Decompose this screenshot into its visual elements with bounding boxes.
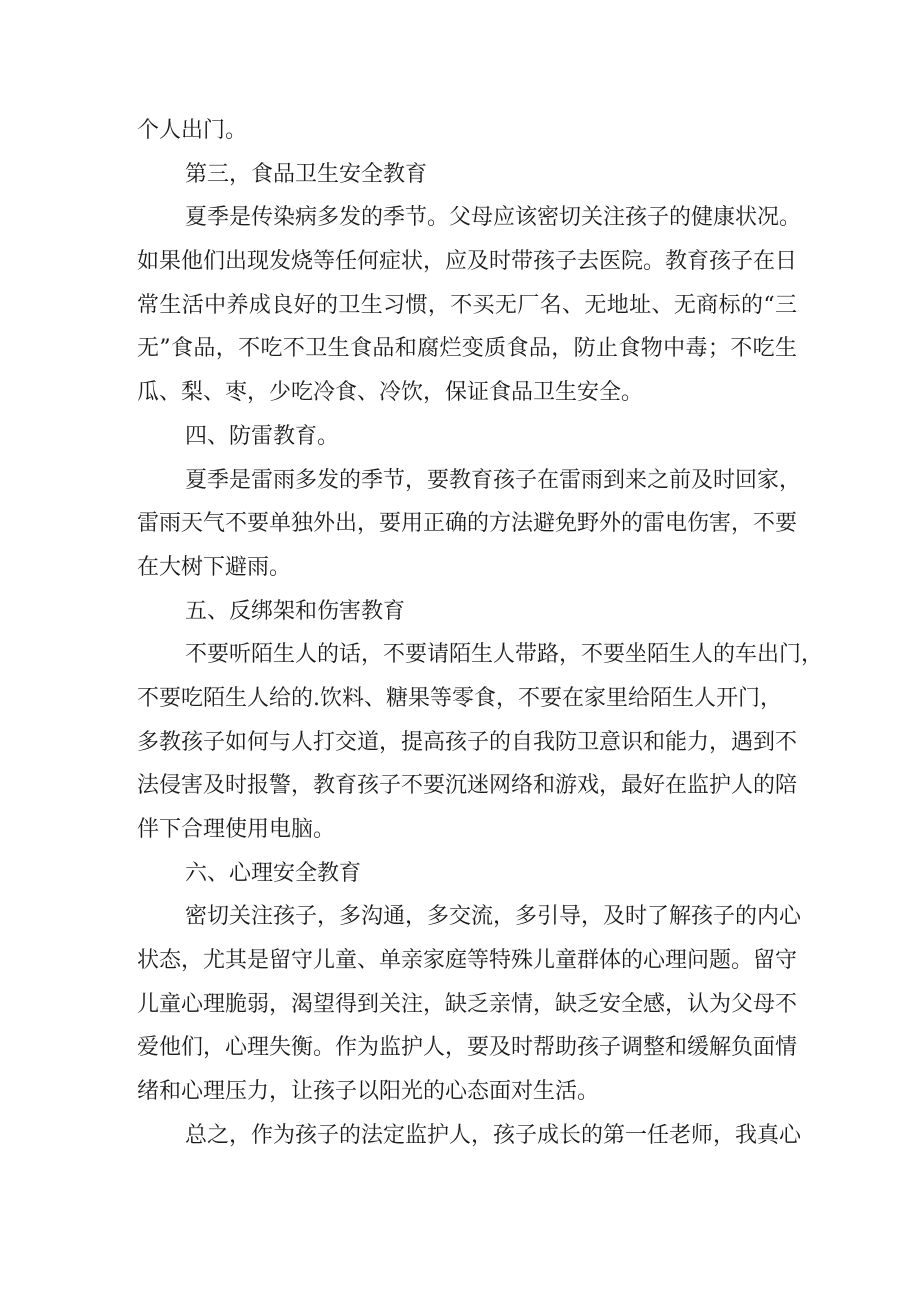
text-line: 伴下合理使用电脑。	[137, 817, 336, 842]
text-line: 不要吃陌生人给的.饮料、糖果等零食，不要在家里给陌生人开门，	[137, 685, 782, 711]
text-line: 瓜、梨、枣，少吃冷食、冷饮，保证食品卫生安全。	[137, 380, 644, 406]
text-line: 状态，尤其是留守儿童、单亲家庭等特殊儿童群体的心理问题。留守	[137, 948, 798, 974]
text-line: 个人出门。	[137, 118, 248, 143]
text-line: 在大树下避雨。	[137, 554, 292, 580]
text-line: 无”食品，不吃不卫生食品和腐烂变质食品，防止食物中毒；不吃生	[137, 336, 797, 362]
section-heading-anti-kidnapping: 五、反绑架和伤害教育	[185, 598, 406, 624]
section-heading-food-safety: 第三，食品卫生安全教育	[185, 161, 428, 187]
text-line: 儿童心理脆弱，渴望得到关注，缺乏亲情，缺乏安全感，认为父母不	[137, 991, 798, 1017]
section-heading-psychological: 六、心理安全教育	[185, 860, 362, 886]
text-line: 如果他们出现发烧等任何症状，应及时带孩子去医院。教育孩子在日	[137, 249, 798, 275]
text-line: 夏季是传染病多发的季节。父母应该密切关注孩子的健康状况。	[185, 205, 802, 231]
text-line: 总之，作为孩子的法定监护人，孩子成长的第一任老师，我真心	[185, 1122, 802, 1148]
text-line: 雷雨天气不要单独外出，要用正确的方法避免野外的雷电伤害，不要	[137, 511, 798, 537]
text-line: 法侵害及时报警，教育孩子不要沉迷网络和游戏，最好在监护人的陪	[137, 773, 798, 799]
text-line: 不要听陌生人的话，不要请陌生人带路，不要坐陌生人的车出门，	[185, 642, 824, 668]
text-line: 密切关注孩子，多沟通，多交流，多引导，及时了解孩子的内心	[185, 904, 802, 930]
document-body	[137, 109, 824, 1158]
text-line: 爱他们，心理失衡。作为监护人，要及时帮助孩子调整和缓解负面情	[137, 1035, 798, 1061]
text-line: 常生活中养成良好的卫生习惯，不买无厂名、无地址、无商标的“三	[137, 292, 797, 318]
section-heading-lightning: 四、防雷教育。	[185, 423, 340, 449]
text-line: 夏季是雷雨多发的季节，要教育孩子在雷雨到来之前及时回家，	[185, 467, 802, 493]
text-line: 多教孩子如何与人打交道，提高孩子的自我防卫意识和能力，遇到不	[137, 729, 798, 755]
text-line: 绪和心理压力，让孩子以阳光的心态面对生活。	[137, 1079, 600, 1105]
